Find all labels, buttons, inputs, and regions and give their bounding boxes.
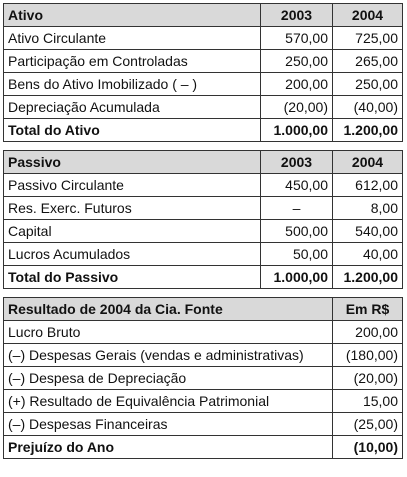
row-value: (25,00) [333,413,403,436]
value-2004: 40,00 [333,243,403,266]
row-value: (20,00) [333,367,403,390]
table-row [4,243,403,266]
total-2004: 1.200,00 [333,266,403,289]
value-2003: 570,00 [261,27,333,50]
table-row [4,197,403,220]
total-row [4,119,403,142]
table-row [4,344,403,367]
value-2004: 8,00 [333,197,403,220]
header-cell: Ativo [4,4,261,27]
total-label: Total do Ativo [4,119,261,142]
row-label: Depreciação Acumulada [4,96,261,119]
table-row [4,96,403,119]
row-value: 200,00 [333,321,403,344]
total-row [4,266,403,289]
total-value: (10,00) [333,436,403,459]
row-label: (–) Despesas Gerais (vendas e administrativas) [4,344,333,367]
total-2003: 1.000,00 [261,266,333,289]
header-cell: 2003 [261,151,333,174]
table-row [4,413,403,436]
row-value: 15,00 [333,390,403,413]
value-2004: 265,00 [333,50,403,73]
total-row [4,436,403,459]
header-cell: 2003 [261,4,333,27]
row-label: Passivo Circulante [4,174,261,197]
value-2003: (20,00) [261,96,333,119]
table-row [4,321,403,344]
table-row [4,390,403,413]
value-2004: 540,00 [333,220,403,243]
value-2003: 500,00 [261,220,333,243]
row-label: Capital [4,220,261,243]
resultado-table [3,297,403,459]
ativo-table [3,3,403,142]
row-value: (180,00) [333,344,403,367]
header-cell: 2004 [333,151,403,174]
value-2004: 250,00 [333,73,403,96]
total-2003: 1.000,00 [261,119,333,142]
header-cell: Em R$ [333,298,403,321]
total-label: Total do Passivo [4,266,261,289]
table-row [4,27,403,50]
header-cell: Resultado de 2004 da Cia. Fonte [4,298,333,321]
row-label: Ativo Circulante [4,27,261,50]
header-cell: 2004 [333,4,403,27]
value-2003: 50,00 [261,243,333,266]
row-label: Bens do Ativo Imobilizado ( – ) [4,73,261,96]
value-2003: 250,00 [261,50,333,73]
table-row [4,174,403,197]
passivo-table [3,150,403,289]
resultado-header-row [4,298,403,321]
table-row [4,50,403,73]
value-2004: 725,00 [333,27,403,50]
total-2004: 1.200,00 [333,119,403,142]
value-2004: 612,00 [333,174,403,197]
table-row [4,73,403,96]
row-label: Res. Exerc. Futuros [4,197,261,220]
value-2003: 200,00 [261,73,333,96]
row-label: (–) Despesa de Depreciação [4,367,333,390]
row-label: Lucro Bruto [4,321,333,344]
row-label: (–) Despesas Financeiras [4,413,333,436]
row-label: (+) Resultado de Equivalência Patrimonial [4,390,333,413]
financial-statements [3,3,402,459]
value-2004: (40,00) [333,96,403,119]
row-label: Participação em Controladas [4,50,261,73]
table-row [4,367,403,390]
value-2003: – [261,197,333,220]
header-cell: Passivo [4,151,261,174]
passivo-header-row [4,151,403,174]
row-label: Lucros Acumulados [4,243,261,266]
ativo-header-row [4,4,403,27]
value-2003: 450,00 [261,174,333,197]
total-label: Prejuízo do Ano [4,436,333,459]
table-row [4,220,403,243]
